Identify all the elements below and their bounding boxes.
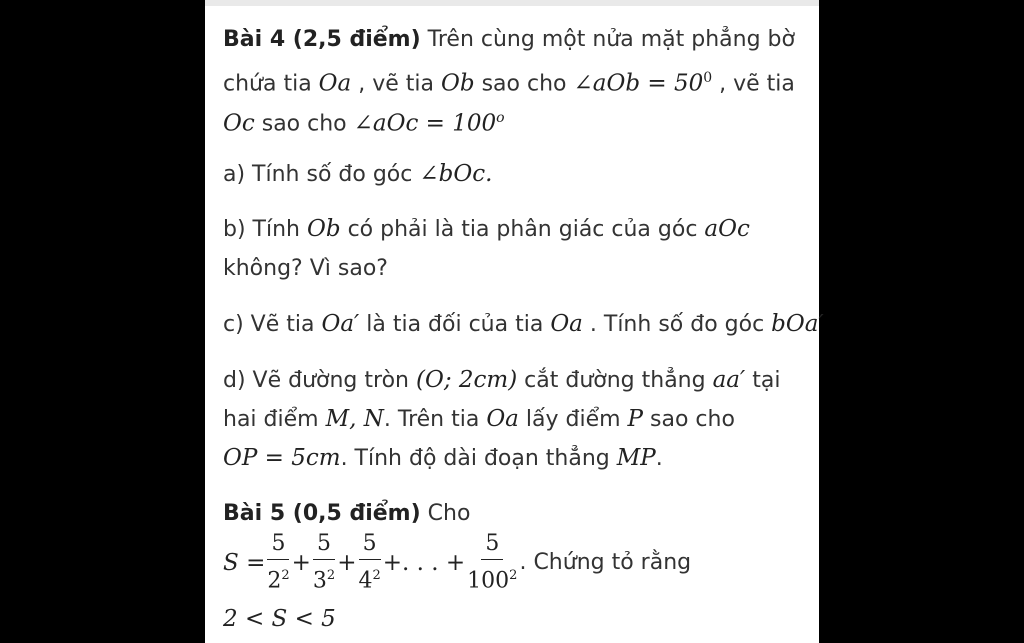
fraction-3: $\frac{5}{4^2}$: [358, 530, 381, 594]
question-a: a) Tính số đo góc ∠bOc.: [223, 161, 493, 187]
bai5-title: Bài 5 (0,5 điểm): [223, 501, 421, 526]
bai5-inequality: 2 < S < 5: [223, 606, 336, 632]
question-d-line-3: OP = 5cm. Tính độ dài đoạn thẳng MP.: [223, 445, 663, 471]
bai5-formula-line: S = $\frac{5}{2^2}$ + $\frac{5}{3^2}$ + $\frac{5}{4^2}$ +. . . + $\frac{5}{100^2}$ . Chứng tỏ rằng: [223, 530, 692, 594]
bai4-line-1: Bài 4 (2,5 điểm) Trên cùng một nửa mặt phẳng bờ: [223, 27, 795, 52]
fraction-2: $\frac{5}{3^2}$: [312, 530, 336, 594]
bai5-title-line: Bài 5 (0,5 điểm) Cho: [223, 501, 471, 526]
bai4-line-2: chứa tia Oa , vẽ tia Ob sao cho ∠aOb = $50^0$ , vẽ tia: [223, 70, 795, 97]
question-b-line-2: không? Vì sao?: [223, 256, 388, 281]
question-d-line-1: d) Vẽ đường tròn (O; 2cm) cắt đường thẳng aa′ tại: [223, 367, 781, 393]
question-d-line-2: hai điểm M, N. Trên tia Oa lấy điểm P sao cho: [223, 406, 735, 432]
top-divider: [205, 0, 819, 6]
bai4-line-3: Oc sao cho ∠aOc = $100^o$: [223, 110, 505, 137]
fraction-4: $\frac{5}{100^2}$: [467, 530, 518, 594]
question-b-line-1: b) Tính Ob có phải là tia phân giác của góc aOc: [223, 216, 750, 242]
fraction-1: $\frac{5}{2^2}$: [267, 530, 290, 594]
bai4-title: Bài 4 (2,5 điểm): [223, 27, 421, 52]
question-c: c) Vẽ tia Oa′ là tia đối của tia Oa . Tính số đo góc bOa′: [223, 311, 824, 337]
document-page: [205, 0, 824, 643]
